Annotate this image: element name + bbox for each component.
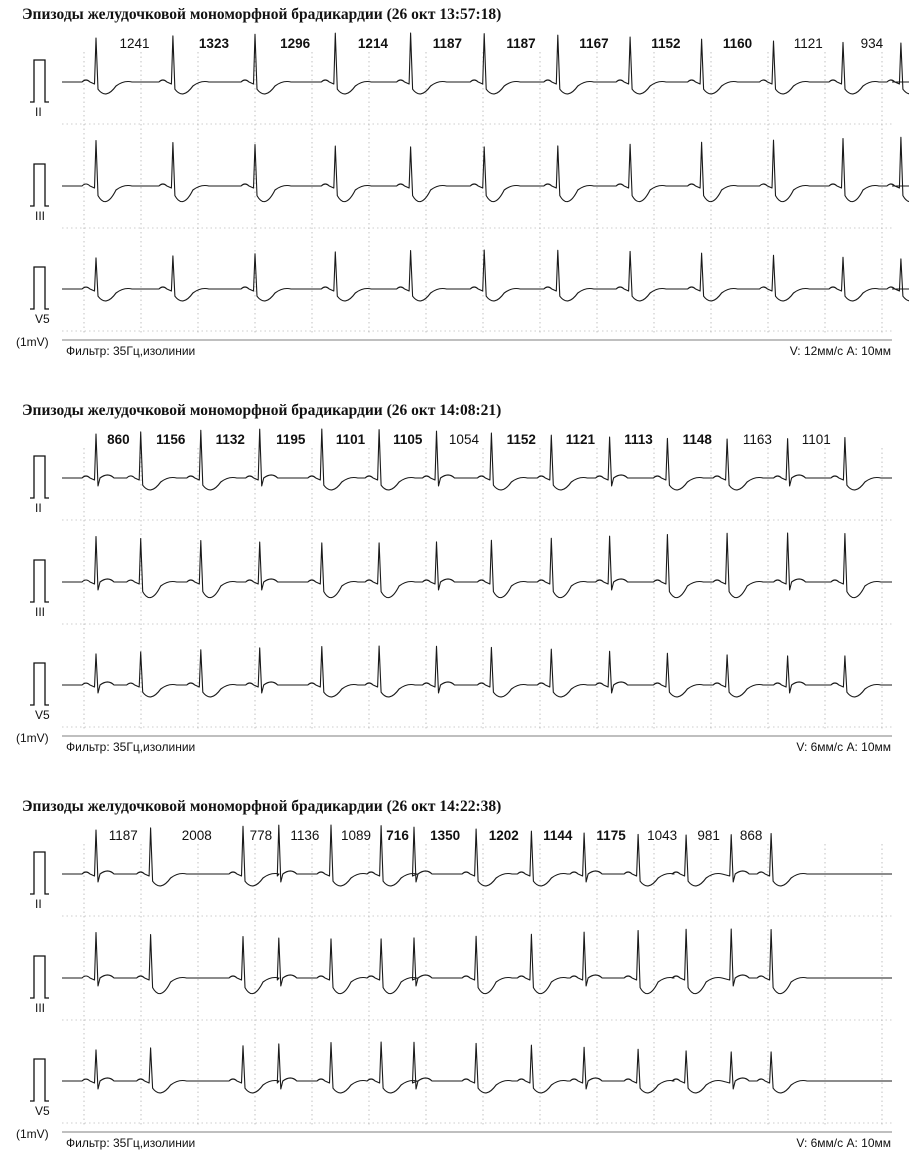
rr-interval-label: 1160 [722,36,753,51]
rr-interval-label: 778 [249,828,273,843]
calibration-pulse [30,560,49,602]
rr-interval-label: 716 [386,828,409,843]
lead-label: V5 [35,708,50,722]
rr-interval-label: 1202 [488,828,519,843]
ecg-strip [0,816,909,1136]
calibration-pulse [30,456,49,498]
ecg-panel-1 [0,6,909,366]
ecg-strip [0,420,909,740]
rr-interval-label: 860 [107,432,130,447]
lead-label: III [35,605,46,619]
ecg-panel-3 [0,798,909,1158]
calibration-label: (1mV) [16,731,49,745]
rr-interval-label: 1121 [793,36,823,51]
rr-interval-label: 1156 [156,432,186,447]
filter-label: Фильтр: 35Гц,изолинии [66,740,196,754]
filter-label: Фильтр: 35Гц,изолинии [66,1136,196,1150]
rr-interval-label: 1323 [198,36,229,51]
filter-label: Фильтр: 35Гц,изолинии [66,344,196,358]
ecg-trace-v5 [62,646,892,697]
rr-interval-label: 1152 [506,432,536,447]
rr-interval-label: 1296 [280,36,311,51]
panel-title: Эпизоды желудочковой мономорфной брадикардии (26 окт 13:57:18) [22,6,502,23]
rr-interval-label: 1175 [596,828,626,843]
calibration-pulse [30,956,49,998]
ecg-trace-iii [62,929,892,994]
scale-label: V: 6мм/с A: 10мм [796,740,891,754]
calibration-label: (1mV) [16,1127,49,1141]
rr-interval-label: 2008 [181,828,212,843]
rr-interval-label: 1054 [448,432,479,447]
rr-interval-label: 1148 [682,432,712,447]
rr-interval-label: 1144 [543,828,573,843]
rr-interval-label: 1350 [430,828,461,843]
rr-interval-label: 1136 [290,828,320,843]
rr-interval-label: 1241 [119,36,150,51]
rr-interval-label: 1113 [624,432,653,447]
rr-interval-label: 1195 [276,432,306,447]
calibration-pulse [30,663,49,705]
rr-interval-label: 1163 [742,432,772,447]
rr-interval-label: 1187 [432,36,463,51]
ecg-trace-ii [62,33,909,94]
rr-interval-label: 1187 [108,828,138,843]
rr-interval-label: 981 [697,828,720,843]
ecg-trace-iii [62,137,909,201]
calibration-pulse [30,60,49,102]
rr-interval-label: 934 [860,36,884,51]
rr-interval-label: 1089 [341,828,372,843]
scale-label: V: 12мм/с A: 10мм [789,344,891,358]
calibration-pulse [30,164,49,206]
calibration-label: (1mV) [16,335,49,349]
ecg-trace-iii [62,533,892,598]
lead-label: III [35,1001,46,1015]
ecg-panel-2 [0,402,909,762]
panel-title: Эпизоды желудочковой мономорфной брадикардии (26 окт 14:08:21) [22,402,502,419]
rr-interval-label: 1132 [215,432,245,447]
lead-label: III [35,209,46,223]
calibration-pulse [30,267,49,309]
panel-title: Эпизоды желудочковой мономорфной брадикардии (26 окт 14:22:38) [22,798,502,815]
rr-interval-label: 868 [739,828,763,843]
lead-label: II [35,105,42,119]
rr-interval-label: 1043 [647,828,678,843]
rr-interval-label: 1152 [651,36,681,51]
rr-interval-label: 1121 [565,432,596,447]
rr-interval-label: 1187 [506,36,536,51]
ecg-trace-v5 [62,250,909,301]
lead-label: II [35,501,42,515]
ecg-strip [0,24,909,344]
rr-interval-label: 1167 [579,36,609,51]
rr-interval-label: 1101 [335,432,366,447]
calibration-pulse [30,852,49,894]
lead-label: II [35,897,42,911]
lead-label: V5 [35,1104,50,1118]
lead-label: V5 [35,312,50,326]
scale-label: V: 6мм/с A: 10мм [796,1136,891,1150]
rr-interval-label: 1214 [357,36,388,51]
calibration-pulse [30,1059,49,1101]
rr-interval-label: 1101 [801,432,831,447]
ecg-trace-v5 [62,1042,892,1093]
rr-interval-label: 1105 [393,432,423,447]
